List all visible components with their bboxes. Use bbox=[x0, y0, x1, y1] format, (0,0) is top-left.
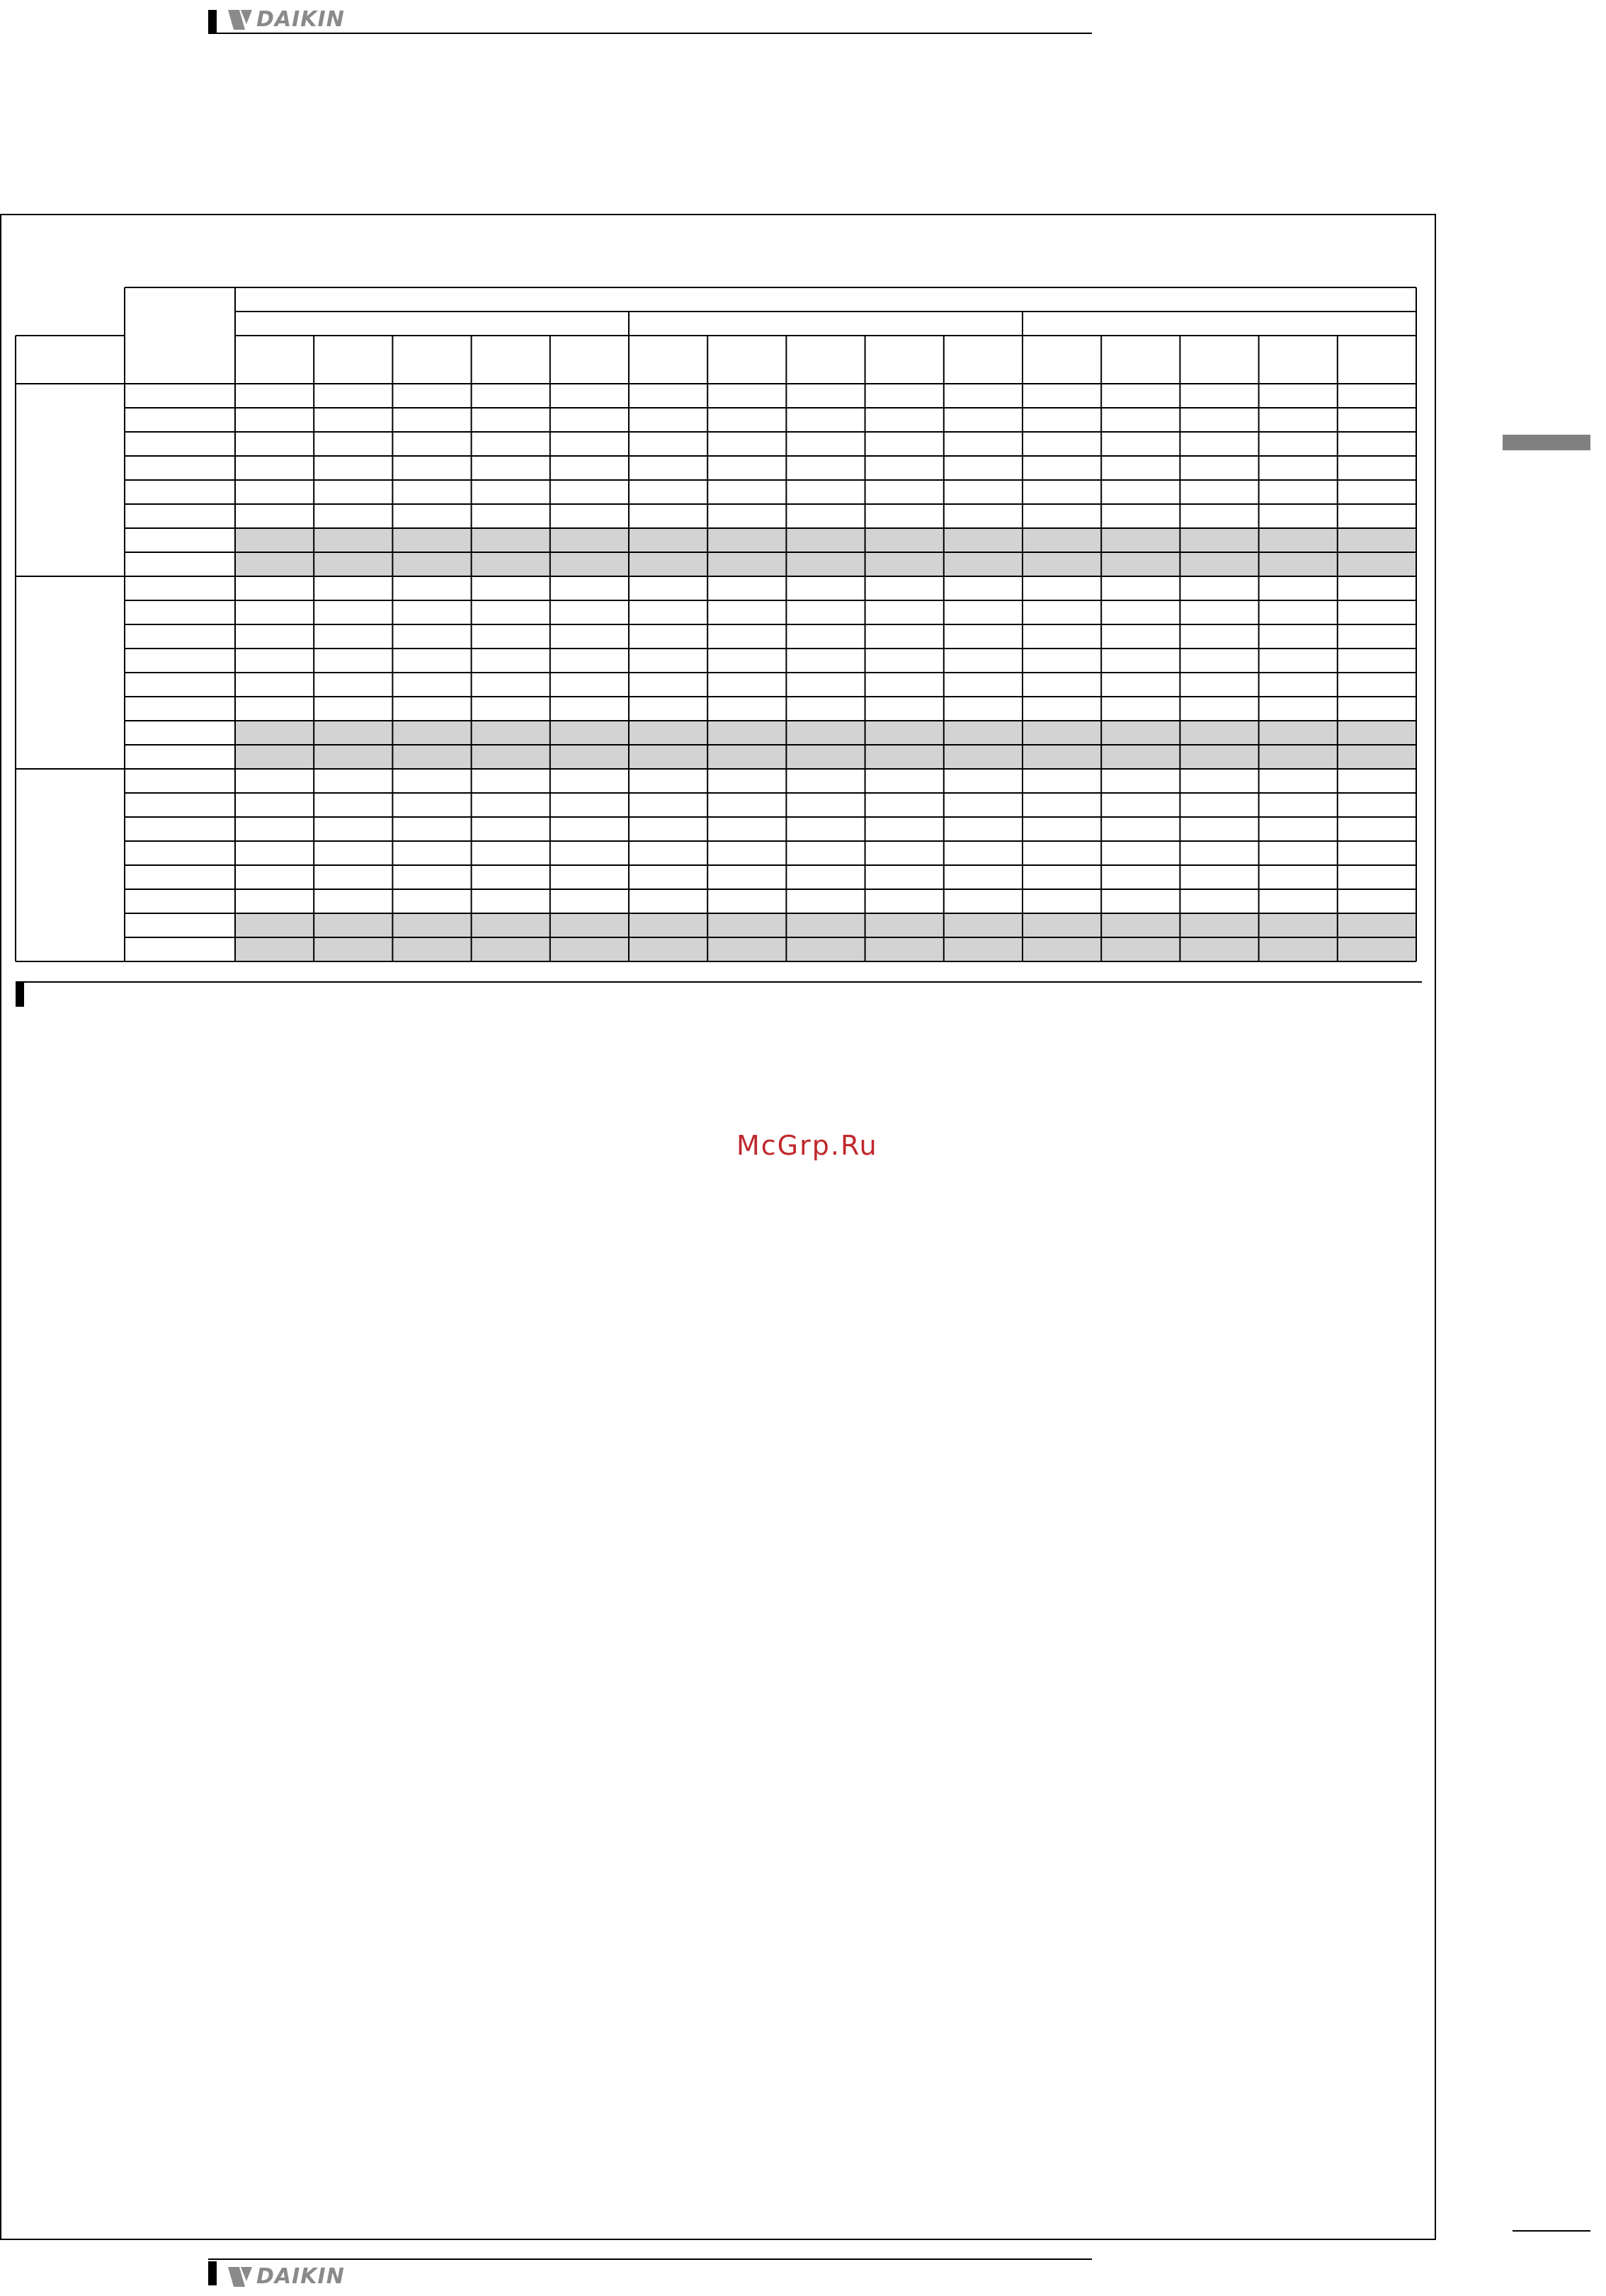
footer-logo bbox=[228, 2266, 345, 2288]
page-corner-rule bbox=[1513, 2230, 1590, 2232]
daikin-logo-icon bbox=[228, 2266, 254, 2288]
watermark-text: McGrp.Ru bbox=[736, 1130, 878, 1161]
footer-brand-text: DAIKIN bbox=[256, 2264, 345, 2289]
footer-bar-mark bbox=[208, 2261, 217, 2285]
shaded-row bbox=[235, 528, 1416, 552]
section-rule bbox=[16, 981, 1422, 983]
shaded-row bbox=[235, 913, 1416, 937]
header-brand-text: DAIKIN bbox=[256, 7, 345, 32]
shaded-row bbox=[235, 721, 1416, 745]
shaded-row bbox=[235, 745, 1416, 769]
section-bar-mark bbox=[16, 983, 24, 1007]
shaded-row bbox=[235, 937, 1416, 961]
shaded-row bbox=[235, 552, 1416, 576]
footer-rule bbox=[208, 2258, 1092, 2260]
